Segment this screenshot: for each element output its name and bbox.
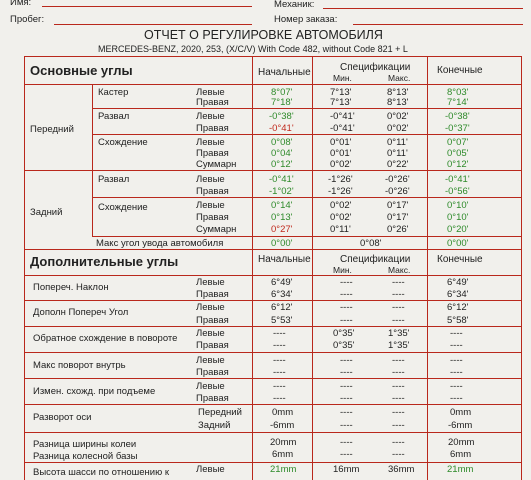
wheelbase-diff-final: 6mm: [450, 449, 472, 460]
sai-right-initial: 6°34': [271, 289, 293, 300]
toe-turn-right-initial: ----: [273, 340, 286, 351]
rear-toe-right-label: Правая: [196, 212, 229, 223]
rear-toe-left-initial: 0°14': [271, 200, 293, 211]
setback-front-final: 0mm: [450, 407, 472, 418]
toe-turn-left-final: ----: [450, 328, 463, 339]
rear-camber-right-initial: -1°02': [269, 186, 294, 197]
caster-left-min: 7°13': [330, 87, 352, 98]
thrust-angle-final: 0°00': [447, 238, 469, 249]
included-left-final: 6°12': [447, 302, 469, 313]
extra-col-initial: Начальные: [258, 254, 311, 265]
rear-camber-right-min: -1°26': [328, 186, 353, 197]
front-toe-label: Схождение: [98, 137, 148, 148]
track-diff-initial: 20mm: [270, 437, 297, 448]
front-toe-right-initial: 0°04': [271, 148, 293, 159]
thrust-angle-spec: 0°08': [360, 238, 382, 249]
front-camber-right-final: -0°37': [445, 123, 470, 134]
setback-label: Разворот оси: [33, 412, 92, 423]
rear-toe-left-max: 0°17': [387, 200, 409, 211]
setback-front-min: ----: [340, 407, 353, 418]
front-camber-right-label: Правая: [196, 123, 229, 134]
extra-col-spec: Спецификации: [340, 254, 411, 265]
front-camber-left-final: -0°38': [445, 111, 470, 122]
rear-camber-right-final: -0°56': [445, 186, 470, 197]
sai-left-label: Левые: [196, 277, 225, 288]
col-spec: Спецификации: [340, 62, 411, 73]
max-steer-right-max: ----: [392, 367, 405, 378]
rear-camber-left-label: Левые: [196, 174, 225, 185]
extra-col-max: Макс.: [388, 265, 411, 275]
rear-toe-right-min: 0°02': [330, 212, 352, 223]
toe-change-right-label: Правая: [196, 393, 229, 404]
rear-camber-left-max: -0°26': [385, 174, 410, 185]
toe-out-turns-label: Обратное схождение в повороте: [33, 333, 178, 344]
sai-right-min: ----: [340, 289, 353, 300]
track-diff-min: ----: [340, 437, 353, 448]
included-right-min: ----: [340, 315, 353, 326]
max-steer-right-initial: ----: [273, 367, 286, 378]
col-min: Мин.: [333, 73, 352, 83]
setback-rear-initial: -6mm: [270, 420, 295, 431]
extra-col-final: Конечные: [437, 254, 483, 265]
toe-change-left-max: ----: [392, 381, 405, 392]
setback-rear-min: ----: [340, 420, 353, 431]
caster-right-final: 7°14': [447, 97, 469, 108]
mechanic-label: Механик:: [274, 0, 315, 10]
front-toe-left-initial: 0°08': [271, 137, 293, 148]
toe-change-left-min: ----: [340, 381, 353, 392]
front-toe-left-label: Левые: [196, 137, 225, 148]
front-toe-left-max: 0°11': [387, 137, 408, 148]
ride-height-left-initial: 21mm: [270, 464, 297, 475]
caster-right-max: 8°13': [387, 97, 409, 108]
toe-change-left-label: Левые: [196, 381, 225, 392]
toe-turn-right-final: ----: [450, 340, 463, 351]
rear-camber-left-final: -0°41': [445, 174, 470, 185]
caster-left-final: 8°03': [447, 87, 469, 98]
rear-toe-left-final: 0°10': [447, 200, 469, 211]
rear-toe-total-max: 0°26': [387, 224, 409, 235]
caster-left-label: Левые: [196, 87, 225, 98]
max-steer-label: Макс поворот внутрь: [33, 360, 126, 371]
rear-camber-left-initial: -0°41': [269, 174, 294, 185]
col-final: Конечные: [437, 65, 483, 76]
setback-front-max: ----: [392, 407, 405, 418]
rear-toe-right-final: 0°10': [447, 212, 469, 223]
track-diff-label: Разница ширины колеи: [33, 439, 137, 450]
caster-label: Кастер: [98, 87, 129, 98]
front-camber-right-min: -0°41': [330, 123, 355, 134]
sai-right-final: 6°34': [447, 289, 469, 300]
max-steer-left-initial: ----: [273, 355, 286, 366]
wheelbase-diff-min: ----: [340, 449, 353, 460]
vehicle-subtitle: MERCEDES-BENZ, 2020, 253, (X/C/V) With Code 482, without Code 821 + L: [98, 44, 408, 54]
toe-change-right-max: ----: [392, 393, 405, 404]
toe-change-right-min: ----: [340, 393, 353, 404]
setback-front-initial: 0mm: [272, 407, 294, 418]
included-left-min: ----: [340, 302, 353, 313]
included-right-final: 5°58': [447, 315, 469, 326]
front-toe-total-initial: 0°12': [271, 159, 293, 170]
toe-turn-left-label: Левые: [196, 328, 225, 339]
included-right-max: ----: [392, 315, 405, 326]
front-label: Передний: [30, 124, 74, 135]
toe-change-left-initial: ----: [273, 381, 286, 392]
sai-left-initial: 6°49': [271, 277, 293, 288]
report-title: ОТЧЕТ О РЕГУЛИРОВКЕ АВТОМОБИЛЯ: [144, 28, 383, 42]
rear-camber-right-label: Правая: [196, 186, 229, 197]
ride-height-left-label: Левые: [196, 464, 225, 475]
caster-right-label: Правая: [196, 97, 229, 108]
toe-change-label: Измен. схожд. при подъеме: [33, 386, 156, 397]
included-right-initial: 5°53': [271, 315, 293, 326]
toe-turn-right-max: 1°35': [388, 340, 410, 351]
front-toe-left-final: 0°07': [447, 137, 469, 148]
rear-toe-total-label: Суммарн: [196, 224, 237, 235]
rear-toe-right-initial: 0°13': [271, 212, 293, 223]
setback-rear-label: Задний: [198, 420, 231, 431]
front-camber-label: Развал: [98, 111, 130, 122]
order-number-label: Номер заказа:: [274, 14, 338, 25]
front-camber-left-min: -0°41': [330, 111, 355, 122]
included-angle-label: Дополн Попереч Угол: [33, 307, 129, 318]
toe-turn-left-max: 1°35': [388, 328, 410, 339]
max-steer-right-label: Правая: [196, 367, 229, 378]
wheelbase-diff-label: Разница колесной базы: [33, 451, 138, 462]
ride-height-left-min: 16mm: [333, 464, 360, 475]
setback-rear-max: ----: [392, 420, 405, 431]
rear-toe-left-label: Левые: [196, 200, 225, 211]
setback-rear-final: -6mm: [448, 420, 473, 431]
col-max: Макс.: [388, 73, 411, 83]
max-steer-left-final: ----: [450, 355, 463, 366]
front-toe-total-min: 0°02': [330, 159, 352, 170]
rear-toe-label: Схождение: [98, 202, 148, 213]
front-toe-total-label: Суммарн: [196, 159, 237, 170]
sai-right-max: ----: [392, 289, 405, 300]
owner-label: Имя:: [10, 0, 32, 8]
track-diff-final: 20mm: [448, 437, 475, 448]
front-toe-left-min: 0°01': [330, 137, 352, 148]
sai-left-min: ----: [340, 277, 353, 288]
rear-camber-left-min: -1°26': [328, 174, 353, 185]
toe-turn-left-min: 0°35': [333, 328, 355, 339]
mileage-label: Пробег:: [10, 14, 45, 25]
thrust-angle-label: Макс угол увода автомобиля: [96, 238, 224, 249]
front-toe-right-max: 0°11': [387, 148, 408, 159]
caster-left-max: 8°13': [387, 87, 409, 98]
front-toe-total-final: 0°12': [447, 159, 469, 170]
front-camber-left-initial: -0°38': [269, 111, 294, 122]
included-left-initial: 6°12': [271, 302, 293, 313]
wheelbase-diff-initial: 6mm: [272, 449, 294, 460]
rear-camber-right-max: -0°26': [385, 186, 410, 197]
extra-angles-title: Дополнительные углы: [30, 254, 179, 269]
ride-height-left-final: 21mm: [447, 464, 474, 475]
caster-right-initial: 7°18': [271, 97, 293, 108]
sai-left-max: ----: [392, 277, 405, 288]
included-right-label: Правая: [196, 315, 229, 326]
rear-toe-left-min: 0°02': [330, 200, 352, 211]
included-left-max: ----: [392, 302, 405, 313]
max-steer-right-final: ----: [450, 367, 463, 378]
wheelbase-diff-max: ----: [392, 449, 405, 460]
track-diff-max: ----: [392, 437, 405, 448]
rear-toe-right-max: 0°17': [387, 212, 409, 223]
toe-change-left-final: ----: [450, 381, 463, 392]
front-toe-total-max: 0°22': [387, 159, 409, 170]
rear-toe-total-final: 0°20': [447, 224, 469, 235]
front-toe-right-label: Правая: [196, 148, 229, 159]
included-left-label: Левые: [196, 302, 225, 313]
thrust-angle-initial: 0°00': [271, 238, 293, 249]
front-toe-right-min: 0°01': [330, 148, 352, 159]
sai-label: Попереч. Наклон: [33, 282, 109, 293]
sai-right-label: Правая: [196, 289, 229, 300]
setback-front-label: Передний: [198, 407, 242, 418]
max-steer-left-max: ----: [392, 355, 405, 366]
ride-height-left-max: 36mm: [388, 464, 415, 475]
toe-turn-right-min: 0°35': [333, 340, 355, 351]
rear-camber-label: Развал: [98, 174, 130, 185]
caster-left-initial: 8°07': [271, 87, 293, 98]
front-camber-left-label: Левые: [196, 111, 225, 122]
front-camber-right-max: 0°02': [387, 123, 409, 134]
caster-right-min: 7°13': [330, 97, 352, 108]
ride-height-label: Высота шасси по отношению к: [33, 467, 170, 478]
rear-toe-total-min: 0°11': [330, 224, 351, 235]
sai-left-final: 6°49': [447, 277, 469, 288]
front-toe-right-final: 0°05': [447, 148, 469, 159]
toe-change-right-final: ----: [450, 393, 463, 404]
toe-turn-right-label: Правая: [196, 340, 229, 351]
max-steer-left-label: Левые: [196, 355, 225, 366]
col-initial: Начальные: [258, 67, 311, 78]
front-camber-right-initial: -0°41': [269, 123, 294, 134]
extra-col-min: Мин.: [333, 265, 352, 275]
toe-turn-left-initial: ----: [273, 328, 286, 339]
rear-label: Задний: [30, 207, 63, 218]
toe-change-right-initial: ----: [273, 393, 286, 404]
main-angles-title: Основные углы: [30, 63, 133, 78]
max-steer-right-min: ----: [340, 367, 353, 378]
rear-toe-total-initial: 0°27': [271, 224, 293, 235]
front-camber-left-max: 0°02': [387, 111, 409, 122]
max-steer-left-min: ----: [340, 355, 353, 366]
